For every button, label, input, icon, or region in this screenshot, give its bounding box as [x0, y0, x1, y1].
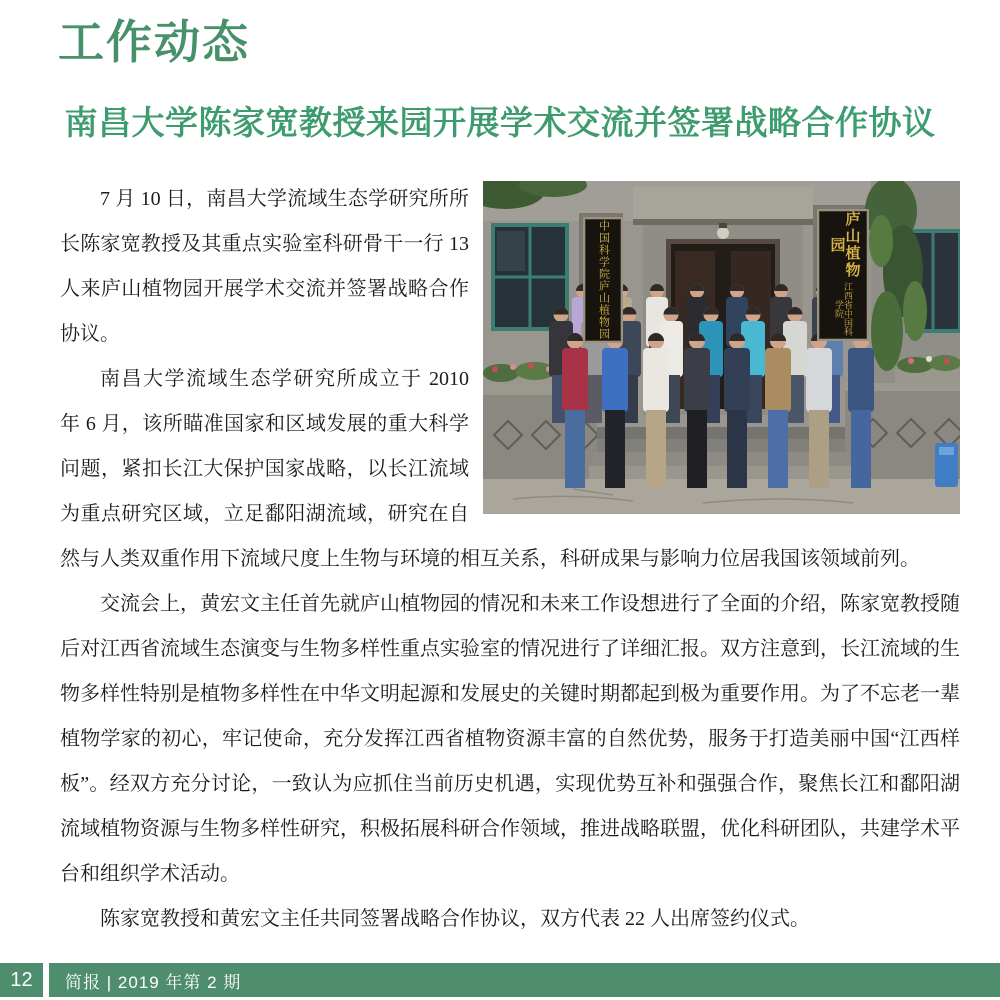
article-body — [60, 177, 960, 942]
paragraph-1: 7 月 10 日，南昌大学流域生态学研究所所长陈家宽教授及其重点实验室科研骨干一行 13 人来庐山植物园开展学术交流并签署战略合作协议。 — [60, 187, 469, 345]
sign-right-small-text: 江西省中国科学院 — [834, 282, 853, 337]
paragraph-2: 南昌大学流域生态学研究所成立于 2010 年 6 月，该所瞄准国家和区域发展的重大科学问题，紧扣长江大保护国家战略，以长江流域为重点研究区域，立足鄱阳湖流域，研究在自然与人类双重作用下流域尺度上生物与环境的相互关系，科研成果与影响力位居我国该领域前列。 — [60, 367, 920, 570]
article-headline: 南昌大学陈家宽教授来园开展学术交流并签署战略合作协议 — [64, 103, 936, 141]
photo-illustration — [483, 181, 960, 514]
footer-issue-bar — [49, 963, 1000, 997]
footer-issue-text: 简报 | 2019 年第 2 期 — [65, 972, 242, 992]
sign-right-large-text: 庐山植物园 — [828, 211, 861, 280]
group-photo — [483, 181, 960, 514]
paragraph-3: 交流会上，黄宏文主任首先就庐山植物园的情况和未来工作设想进行了全面的介绍，陈家宽教授随后对江西省流域生态演变与生物多样性重点实验室的情况进行了详细汇报。双方注意到，长江流域的生物多样性特别是植物多样性在中华文明起源和发展史的关键时期都起到极为重要作用。为了不忘老一辈植物学家的初心，牢记使命，充分发挥江西省植物资源丰富的自然优势，服务于打造美丽中国“江西样板”。经双方充分讨论，一致认为应抓住当前历史机遇，实现优势互补和强强合作，聚焦长江和鄱阳湖流域植物资源与生物多样性研究，积极拓展科研合作领域，推进战略联盟，优化科研团队，共建学术平台和组织学术活动。 — [60, 592, 960, 885]
section-title: 工作动态 — [58, 17, 250, 68]
paragraph-4: 陈家宽教授和黄宏文主任共同签署战略合作协议，双方代表 22 人出席签约仪式。 — [100, 907, 810, 930]
photo-sign-right — [817, 209, 869, 341]
page-footer — [0, 963, 1000, 997]
sign-left-text: 中国科学院庐山植物园 — [597, 219, 610, 340]
page-number: 12 — [0, 963, 43, 997]
photo-sign-left — [583, 217, 623, 343]
